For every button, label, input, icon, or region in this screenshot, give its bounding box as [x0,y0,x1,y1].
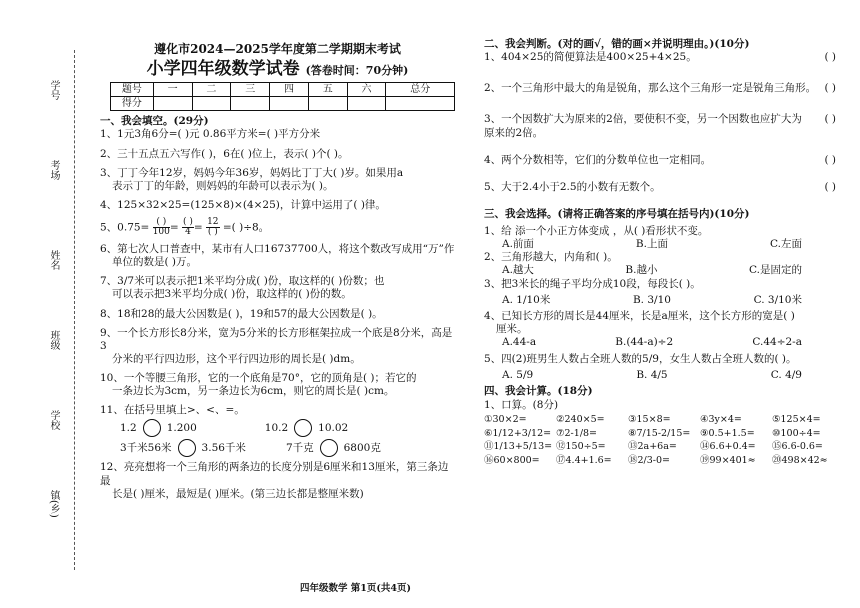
label-class: 班级 [48,330,59,350]
compare-left: 10.2 [264,422,289,435]
compare-item [286,439,381,457]
question-11: 11、在括号里填上>、<、=。 [100,404,245,417]
choice-options-5 [484,369,802,382]
label-school: 学校 [48,410,59,430]
cell[interactable] [153,97,192,111]
calc-item: ⑤125×4= [772,413,821,425]
denominator: 100 [152,227,170,237]
cell: 四 [270,83,309,97]
option-c[interactable]: C.左面 [769,238,802,251]
compare-item [120,419,197,437]
question-8: 8、18和28的最大公因数是( )，19和57的最大公因数是( )。 [100,307,383,320]
right-column [484,0,844,467]
cell: 题号 [111,83,154,97]
question-1: 1、1元3角6分=( )元 0.86平方米=( )平方分米 [100,128,321,141]
exam-title: 遵化市2024—2025学年度第二学期期末考试 [154,42,401,56]
left-column [100,0,455,501]
calc-item: ⑦2-1/8= [556,427,598,439]
compare-circle[interactable] [294,419,312,437]
option-a[interactable]: A.越大 [502,264,534,277]
option-b[interactable]: B. 4/5 [636,369,668,382]
calc-item: ⑯60×800= [484,455,540,467]
choice-question-5: 5、四(2)班男生人数占全班人数的5/9，女生人数占全班人数的( )。 [484,353,797,366]
judge-item-1 [484,51,844,64]
calc-item: ⑧7/15-2/15= [628,427,691,439]
judge-text: 1、404×25的简便算法是400×25+4×25。 [484,51,697,64]
numerator: 12 [207,217,219,227]
exam-subtitle [100,59,455,80]
option-c[interactable]: C.44÷2-a [752,336,802,348]
fraction [153,218,170,237]
question-2: 2、三十五点五六写作( )，6在( )位上，表示( )个( )。 [100,147,349,160]
cell: 二 [192,83,231,97]
calc-item: ③15×8= [628,413,671,425]
compare-circle[interactable] [143,419,161,437]
cell: 总分 [386,83,455,97]
calc-item: ⑥1/12+3/12= [484,427,552,439]
compare-right: 6800克 [343,442,381,455]
question-9b: 分米的平行四边形，这个平行四边形的周长是( )dm。 [112,352,361,365]
answer-paren[interactable]: ( ) [824,51,836,64]
calc-item: ⑱2/3-0= [628,455,671,467]
label-exam-room: 考场 [48,160,59,180]
calc-item: ⑳498×42≈ [772,455,828,467]
judge-item-2 [484,82,844,95]
compare-left: 3千米56米 [120,442,172,455]
option-b[interactable]: B. 3/10 [632,293,671,306]
judge-item-3 [484,113,844,139]
choice-options-3 [484,294,802,307]
choice-question-2: 2、三角形越大，内角和( )。 [484,251,618,264]
option-c[interactable]: C. 4/9 [770,369,802,382]
denominator: ( ) [207,227,218,237]
judge-item-4 [484,154,844,167]
question-7b: 可以表示把3米平均分成( )份，取这样的( )份的数。 [112,288,352,301]
cell: 得分 [111,97,154,111]
question-12b: 长是( )厘米，最短是( )厘米。(第三边长都是整厘米数) [112,487,364,500]
compare-item [120,439,246,457]
question-5: 5、0.75= $\frac{( )}{100}$ = $\frac{( )}{4}$ = $\frac{12}{( )}$ =( )÷8。 [100,217,270,237]
answer-paren[interactable]: ( ) [824,153,836,166]
choice-question-4b: 厘米。 [496,322,528,335]
choice-question-3: 3、把3米长的绳子平均分成10段，每段长( )。 [484,277,701,290]
answer-paren[interactable]: ( ) [824,113,836,126]
denominator: 4 [185,227,191,237]
numerator: ( ) [183,217,193,227]
question-10b: 一条边长为3cm，另一条边长为6cm，则它的周长是( )cm。 [112,385,395,398]
option-b[interactable]: B.越小 [625,264,658,277]
option-a[interactable]: A.前面 [502,238,534,251]
calc-item: ⑮6.6-0.6= [772,441,823,453]
score-table [110,82,455,111]
judge-text: 5、大于2.4小于2.5的小数有无数个。 [484,180,661,193]
choice-question-4a: 4、已知长方形的周长是44厘米，长是a厘米，这个长方形的宽是( ) [484,309,795,322]
judge-item-5 [484,181,844,194]
choice-question-1: 1、给 添一个小正方体变成 ，从( )看形状不变。 [484,225,709,237]
part1-heading: 一、我会填空。(29分) [100,115,209,128]
judge-text: 3、一个因数扩大为原来的2倍，要使积不变，另一个因数也应扩大为原来的2倍。 [484,113,802,139]
calc-item: ⑭6.6+0.4= [700,441,756,453]
compare-left: 7千克 [285,442,314,455]
option-b[interactable]: B.上面 [635,238,668,251]
part3-heading: 三、我会选择。(请将正确答案的序号填在括号内)(10分) [484,207,750,220]
calc-item: ⑰4.4+1.6= [556,455,612,467]
label-name: 姓名 [48,250,59,270]
calc-item: ⑬2a+6a= [628,441,677,453]
calc-item: ④3y×4= [700,413,742,425]
fraction [206,218,219,237]
option-b[interactable]: B.(44-a)÷2 [615,336,674,348]
page-footer: 四年级数学 第1页(共4页) [300,583,412,594]
choice-options-2 [484,264,802,277]
option-a[interactable]: A. 5/9 [502,369,534,382]
compare-row-1 [100,419,455,437]
question-3a: 3、丁丁今年12岁，妈妈今年36岁，妈妈比丁丁大( )岁。如果用a [100,166,404,179]
option-a[interactable]: A. 1/10米 [502,293,551,306]
cell: 三 [231,83,270,97]
score-value-row [111,97,455,111]
calc-item: ⑩100÷4= [772,427,821,439]
binding-strip [0,0,88,608]
calc-item: ⑲99×401≈ [700,455,756,467]
option-c[interactable]: C. 3/10米 [753,293,802,306]
calc-item: ⑪1/13+5/13= [484,441,553,453]
answer-paren[interactable]: ( ) [824,180,836,193]
calc-item: ②240×5= [556,413,605,425]
question-12a: 12、亮亮想将一个三角形的两条边的长度分别是6厘米和13厘米，第三条边最 [100,461,449,487]
compare-row-2 [100,439,455,457]
label-student-id: 学号 [48,80,59,100]
judge-text: 2、一个三角形中最大的角是锐角，那么这个三角形一定是锐角三角形。 [484,82,817,95]
cell[interactable] [347,97,386,111]
question-3b: 表示丁丁的年龄，则妈妈的年龄可以表示为( )。 [112,179,334,192]
cell[interactable] [192,97,231,111]
compare-left: 1.2 [120,422,137,435]
compare-right: 1.200 [166,422,197,435]
cell[interactable] [231,97,270,111]
q5-prefix: 5、0.75= [100,221,150,234]
duration-text: (答卷时间：70分钟) [305,64,409,77]
compare-circle[interactable] [178,439,196,457]
mental-math-grid [484,414,844,468]
option-c[interactable]: C.是固定的 [748,264,802,277]
cell[interactable] [270,97,309,111]
compare-circle[interactable] [320,439,338,457]
part4-subheading: 1、口算。(8分) [484,398,559,411]
compare-item [265,419,348,437]
calc-item: ⑨0.5+1.5= [700,427,755,439]
question-4: 4、125×32×25=(125×8)×(4×25)，计算中运用了( )律。 [100,198,386,211]
choice-options-4 [484,336,802,349]
question-10a: 10、一个等腰三角形，它的一个底角是70°，它的顶角是( )；若它的 [100,372,417,384]
compare-right: 10.02 [318,422,349,435]
question-9a: 9、一个长方形长8分米，宽为5分米的长方形框架拉成一个底是8分米，高是3 [100,326,453,352]
question-7a: 7、3/7米可以表示把1米平均分成( )份，取这样的( )份数；也 [100,275,385,288]
q5-suffix: =( )÷8。 [222,221,270,234]
choice-options-1 [484,238,802,251]
option-a[interactable]: A.44-a [502,336,537,348]
calc-item: ①30×2= [484,413,527,425]
cell[interactable] [308,97,347,111]
score-header-row [111,83,455,97]
cell: 五 [308,83,347,97]
subtitle-text: 小学四年级数学试卷 [146,59,300,79]
calc-item: ⑫150÷5= [556,441,606,453]
cell[interactable] [386,97,455,111]
question-6b: 单位的数是( )万。 [112,256,198,269]
judge-text: 4、两个分数相等，它们的分数单位也一定相同。 [484,153,712,166]
cut-line [74,50,75,570]
answer-paren[interactable]: ( ) [824,82,836,95]
cell: 一 [153,83,192,97]
question-6a: 6、第七次人口普查中，某市有人口16737700人，将这个数改写成用“万”作 [100,243,455,255]
label-town: 镇(乡) [48,490,59,518]
compare-right: 3.56千米 [201,442,246,455]
part2-heading: 二、我会判断。(对的画√，错的画×并说明理由。)(10分) [484,38,750,50]
numerator: ( ) [153,218,170,228]
part4-heading: 四、我会计算。(18分) [484,385,593,398]
cell: 六 [347,83,386,97]
fraction [182,218,194,237]
